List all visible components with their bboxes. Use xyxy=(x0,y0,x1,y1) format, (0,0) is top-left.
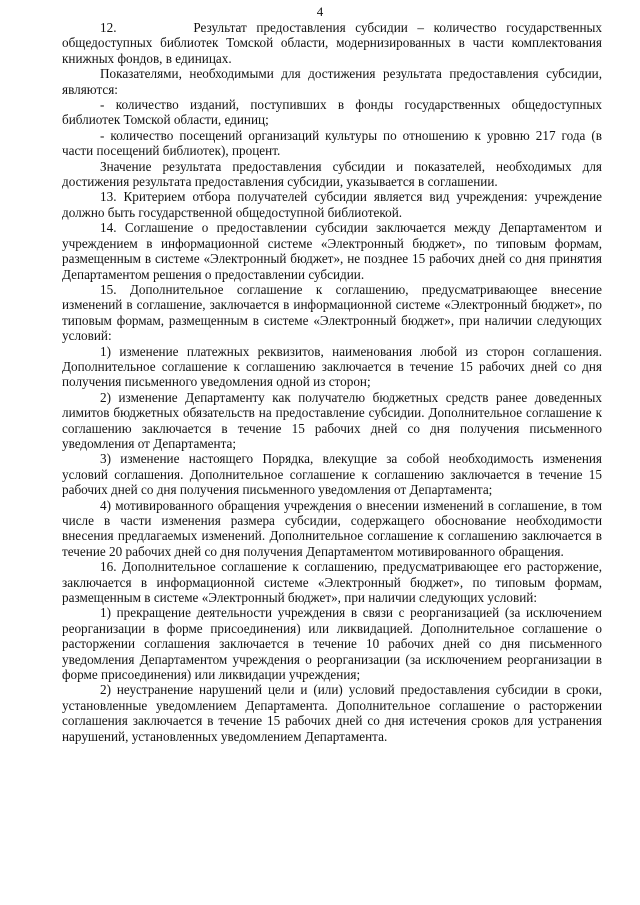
paragraph-15-amendment: 15. Дополнительное соглашение к соглашению, предусматривающее внесение изменений в соглашение, заключается в информационной системе «Электронный бюджет», по типовым формам, размещенным в системе «Электронный бюджет», при наличии следующих условий: xyxy=(62,281,602,344)
page-number: 4 xyxy=(316,4,324,19)
condition-15-2: 2) изменение Департаменту как получателю бюджетных средств ранее доведенных лимитов бюджетных обязательств на предоставление субсидии. Дополнительное соглашение к соглашению заключается в течение 15 рабочих дней со дня получения письменного уведомления от Департамента; xyxy=(62,389,602,451)
condition-15-3: 3) изменение настоящего Порядка, влекущие за собой необходимость изменения условий соглашения. Дополнительное соглашение к соглашению заключается в течение 15 рабочих дней со дня получения письменного уведомления от Департамента; xyxy=(62,451,602,498)
paragraph-12-result: 12. Результат предоставления субсидии – количество государственных общедоступных библиотек Томской области, модернизированных в части комплектования книжных фондов, в единицах. xyxy=(62,20,602,66)
paragraph-14-agreement: 14. Соглашение о предоставлении субсидии заключается между Департаментом и учреждением в информационной системе «Электронный бюджет», по типовым формам, размещенным в системе «Электронный бюджет», не позднее 15 рабочих дней со дня принятия Департаментом решения о предоставлении субсидии. xyxy=(62,220,602,282)
list-item-publications: - количество изданий, поступивших в фонды государственных общедоступных библиотек Томской области, единиц; xyxy=(62,97,602,128)
condition-15-1: 1) изменение платежных реквизитов, наименования любой из сторон соглашения. Дополнительное соглашение к соглашению заключается в течение 15 рабочих дней со дня получения письменного уведомления одной из сторон; xyxy=(62,343,602,390)
paragraph-13-criterion: 13. Критерием отбора получателей субсидии является вид учреждения: учреждение должно быть государственной общедоступной библиотекой. xyxy=(62,189,602,220)
paragraph-16-termination: 16. Дополнительное соглашение к соглашению, предусматривающее его расторжение, заключается в информационной системе «Электронный бюджет», по типовым формам, размещенным в системе «Электронный бюджет», при наличии следующих условий: xyxy=(62,559,602,606)
condition-16-1: 1) прекращение деятельности учреждения в связи с реорганизацией (за исключением реорганизации в форме присоединения) или ликвидацией. Дополнительное соглашение о расторжении соглашения заключается в течение 10 рабочих дней со дня письменного уведомления Департаментом учреждения о реорганизации (за исключением реорганизации в форме присоединения) или ликвидации учреждения; xyxy=(62,605,602,683)
document-body xyxy=(62,20,602,744)
list-item-visits: - количество посещений организаций культуры по отношению к уровню 217 года (в части посещений библиотек), процент. xyxy=(62,127,602,159)
condition-16-2: 2) неустранение нарушений цели и (или) условий предоставления субсидии в сроки, установленные уведомлением Департамента. Дополнительное соглашение о расторжении соглашения заключается в течение 15 рабочих дней со дня истечения сроков для устранения нарушений, установленных уведомлением Департамента. xyxy=(62,682,602,744)
paragraph-result-value: Значение результата предоставления субсидии и показателей, необходимых для достижения результата предоставления субсидии, указывается в соглашении. xyxy=(62,158,602,190)
condition-15-4: 4) мотивированного обращения учреждения о внесении изменений в соглашение, в том числе в части изменения размера субсидии, содержащего обоснование необходимости внесения предлагаемых изменений. Дополнительное соглашение к соглашению заключается в течение 20 рабочих дней со дня получения Департаментом мотивированного обращения. xyxy=(62,497,602,559)
paragraph-indicators-intro: Показателями, необходимыми для достижения результата предоставления субсидии, являются: xyxy=(62,66,602,97)
